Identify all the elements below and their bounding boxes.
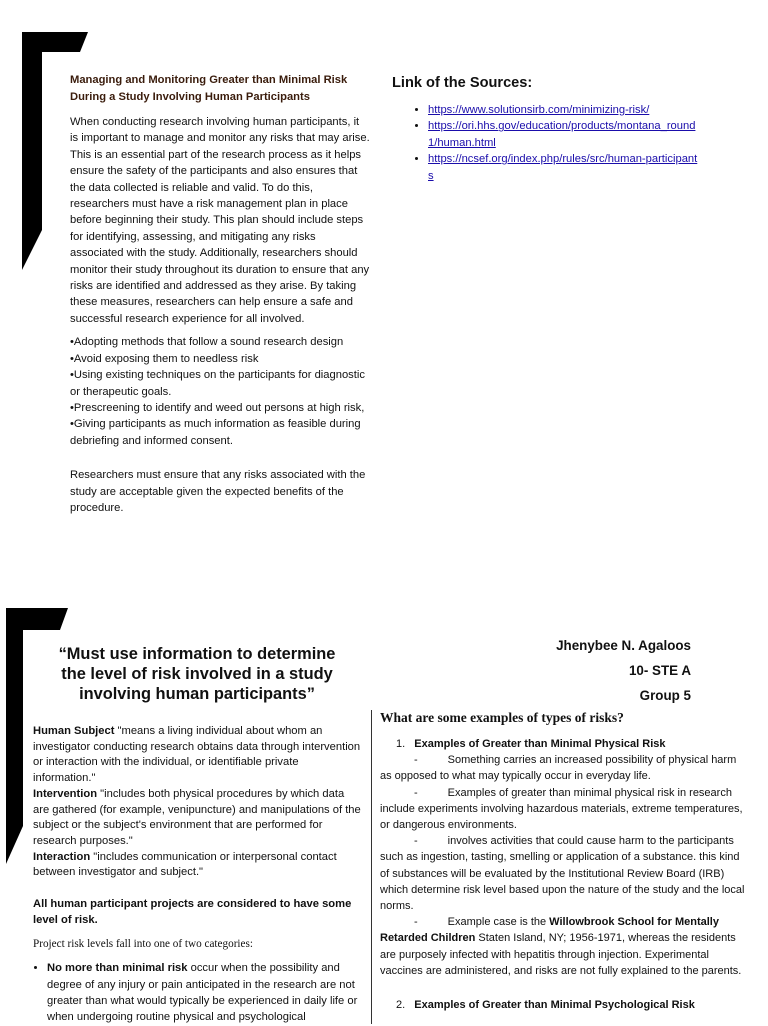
column-divider <box>371 710 372 1024</box>
section-title: Managing and Monitoring Greater than Minimal Risk During a Study Involving Human Participants <box>70 74 348 103</box>
example-paragraph <box>380 752 748 784</box>
item-title: Examples of Greater than Minimal Psychological Risk <box>414 999 695 1012</box>
paragraph-text: Something carries an increased possibility of physical harm as opposed to what may typically occur in everyday life. <box>380 754 737 783</box>
paragraph-text: Example case is the <box>447 916 550 929</box>
quote-text: “Must use information to determine the level of risk involved in a study involving human participants” <box>58 645 336 703</box>
sources-heading: Link of the Sources: <box>392 75 533 91</box>
paragraph-text: Examples of greater than minimal physical risk in research include experiments involving hazardous materials, extreme temperatures, or dangerous environments. <box>380 786 743 832</box>
source-item <box>428 102 702 118</box>
categories-list <box>33 960 363 1026</box>
item-title: Examples of Greater than Minimal Physical Risk <box>414 738 666 750</box>
source-link[interactable]: https://ncsef.org/index.php/rules/src/human-participants <box>428 153 698 182</box>
definition-text: "includes communication or interpersonal contact between investigator and subject." <box>33 850 337 879</box>
intro-paragraph: When conducting research involving human participants, it is important to manage and monitor any risks that may arise. This is an essential part of the research process as it helps ensure the safety of the participants and also ensures that the data collected is reliable and valid. To do this, researchers must have a risk management plan in place before beginning their study. This plan should include steps for identifying, assessing, and mitigating any risks associated with the study. Additionally, researchers should monitor their study throughout its duration to ensure that any risks are identified and addressed as they arise. By taking these measures, researchers can help ensure a safe and successful research experience for all involved. <box>70 116 370 325</box>
term: Intervention <box>33 787 98 800</box>
dash: - <box>414 916 418 929</box>
examples-heading: What are some examples of types of risks? <box>380 710 624 725</box>
author-group: Group 5 <box>639 688 691 703</box>
top-left-section <box>70 72 370 516</box>
list-number: 1. <box>396 738 406 750</box>
measures-list <box>70 334 370 449</box>
categories-intro: Project risk levels fall into one of two categories: <box>33 938 253 951</box>
list-item: • Using existing techniques on the participants for diagnostic or therapeutic goals. <box>70 367 370 400</box>
source-link[interactable]: https://www.solutionsirb.com/minimizing-risk/ <box>428 104 650 116</box>
example-paragraph <box>380 833 748 914</box>
definition-text: "includes both physical procedures by which data are gathered (for example, venipuncture) and manipulations of the subject or the subject's environment that are performed for research purposes." <box>33 787 361 847</box>
author-section: 10- STE A <box>628 663 691 678</box>
definition-interaction <box>33 850 363 881</box>
author-info <box>470 633 691 708</box>
risk-statement: All human participant projects are considered to have some level of risk. <box>33 898 352 926</box>
dash: - <box>414 754 418 767</box>
definition-intervention <box>33 787 363 850</box>
paragraph-text: involves activities that could cause harm to the participants such as ingestion, tasting, smelling or application of a substance. this kind of substances will be evaluated by the Institutional Review Board (IRB) which determine risk level based upon the nature of the study and the local norms. <box>380 835 745 913</box>
example-paragraph <box>380 914 748 979</box>
definition-text: occur when the possibility and degree of any injury or pain anticipated in the research are not greater than what would typically be experienced in daily life or when undergoing routine physical and psychological <box>47 962 358 1024</box>
list-item: • Prescreening to identify and weed out persons at high risk, <box>70 400 370 416</box>
case-name: Willowbrook School for Mentally Retarded Children <box>380 916 719 945</box>
author-name: Jhenybee N. Agaloos <box>556 638 691 653</box>
source-item <box>428 151 702 184</box>
example-item-1-title <box>380 736 748 752</box>
definitions-section <box>33 724 363 1026</box>
list-number: 2. <box>396 999 406 1012</box>
examples-section <box>380 709 748 1013</box>
sources-section <box>392 74 702 184</box>
paragraph-text: Staten Island, NY; 1956-1971, whereas the residents are purposely infected with hepatitis through injection. Experimental vaccines are administered, and risks are not fully explained to the parents. <box>380 932 742 977</box>
source-link[interactable]: https://ori.hhs.gov/education/products/montana_round1/human.html <box>428 120 696 149</box>
sources-list <box>392 102 702 184</box>
quote-block <box>52 644 342 704</box>
example-item-2-title <box>380 997 748 1013</box>
list-item <box>47 960 363 1026</box>
term: Interaction <box>33 850 91 863</box>
dash: - <box>414 835 418 848</box>
term: Human Subject <box>33 725 115 737</box>
dash: - <box>414 786 418 799</box>
term: No more than minimal risk <box>47 962 188 975</box>
list-item: • Giving participants as much information as feasible during debriefing and informed consent. <box>70 416 370 449</box>
list-item: • Adopting methods that follow a sound research design <box>70 334 370 350</box>
example-paragraph <box>380 785 748 834</box>
definition-human-subject <box>33 724 363 787</box>
definition-text: "means a living individual about whom an investigator conducting research obtains data through intervention or interaction with the individual, or identifiable private information." <box>33 725 361 785</box>
source-item <box>428 118 702 151</box>
list-item: • Avoid exposing them to needless risk <box>70 351 370 367</box>
closing-paragraph: Researchers must ensure that any risks associated with the study are acceptable given the expected benefits of the procedure. <box>70 469 366 514</box>
